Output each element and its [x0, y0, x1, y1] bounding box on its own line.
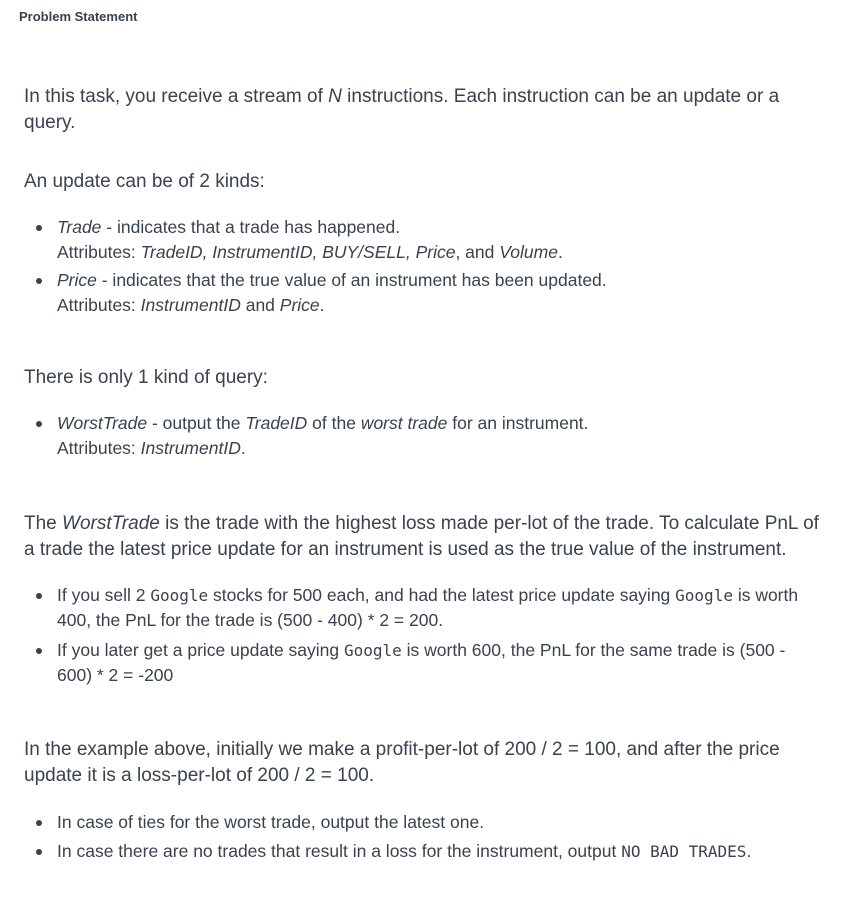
updates-heading: An update can be of 2 kinds: — [24, 171, 265, 192]
summary-paragraph: In the example above, initially we make a profit-per-lot of 200 / 2 = 100, and after the price update it is a loss-per-lot of 200 / 2 = 100. — [24, 739, 780, 786]
update-kinds-list — [24, 215, 824, 318]
problem-statement-body — [24, 84, 824, 864]
page-title: Problem Statement — [19, 9, 138, 24]
explanation-paragraph: The WorstTrade is the trade with the highest loss made per-lot of the trade. To calculate PnL of a trade the latest price update for an instrument is used as the true value of the instrument. — [24, 513, 819, 560]
query-heading: There is only 1 kind of query: — [24, 367, 268, 388]
list-item-tie-rule: In case of ties for the worst trade, output the latest one. — [24, 810, 824, 835]
intro-paragraph: In this task, you receive a stream of N instructions. Each instruction can be an update or a query. — [24, 86, 780, 133]
list-item-trade: Trade - indicates that a trade has happened. Attributes: TradeID, InstrumentID, BUY/SELL, Price, and Volume. — [24, 215, 824, 265]
variable-n: N — [328, 86, 342, 107]
list-item-no-bad-trades-rule: In case there are no trades that result in a loss for the instrument, output NO BAD TRADES. — [24, 839, 824, 864]
no-bad-trades-code: NO BAD TRADES — [621, 842, 747, 861]
query-kinds-list — [24, 411, 824, 461]
examples-list — [24, 583, 824, 688]
list-item-example-2: If you later get a price update saying Google is worth 600, the PnL for the same trade is (500 - 600) * 2 = -200 — [24, 638, 824, 688]
list-item-worst-trade: WorstTrade - output the TradeID of the worst trade for an instrument. Attributes: InstrumentID. — [24, 411, 824, 461]
list-item-example-1: If you sell 2 Google stocks for 500 each, and had the latest price update saying Google is worth 400, the PnL for the trade is (500 - 400) * 2 = 200. — [24, 583, 824, 633]
rules-list — [24, 810, 824, 864]
list-item-price: Price - indicates that the true value of an instrument has been updated. Attributes: InstrumentID and Price. — [24, 268, 824, 318]
